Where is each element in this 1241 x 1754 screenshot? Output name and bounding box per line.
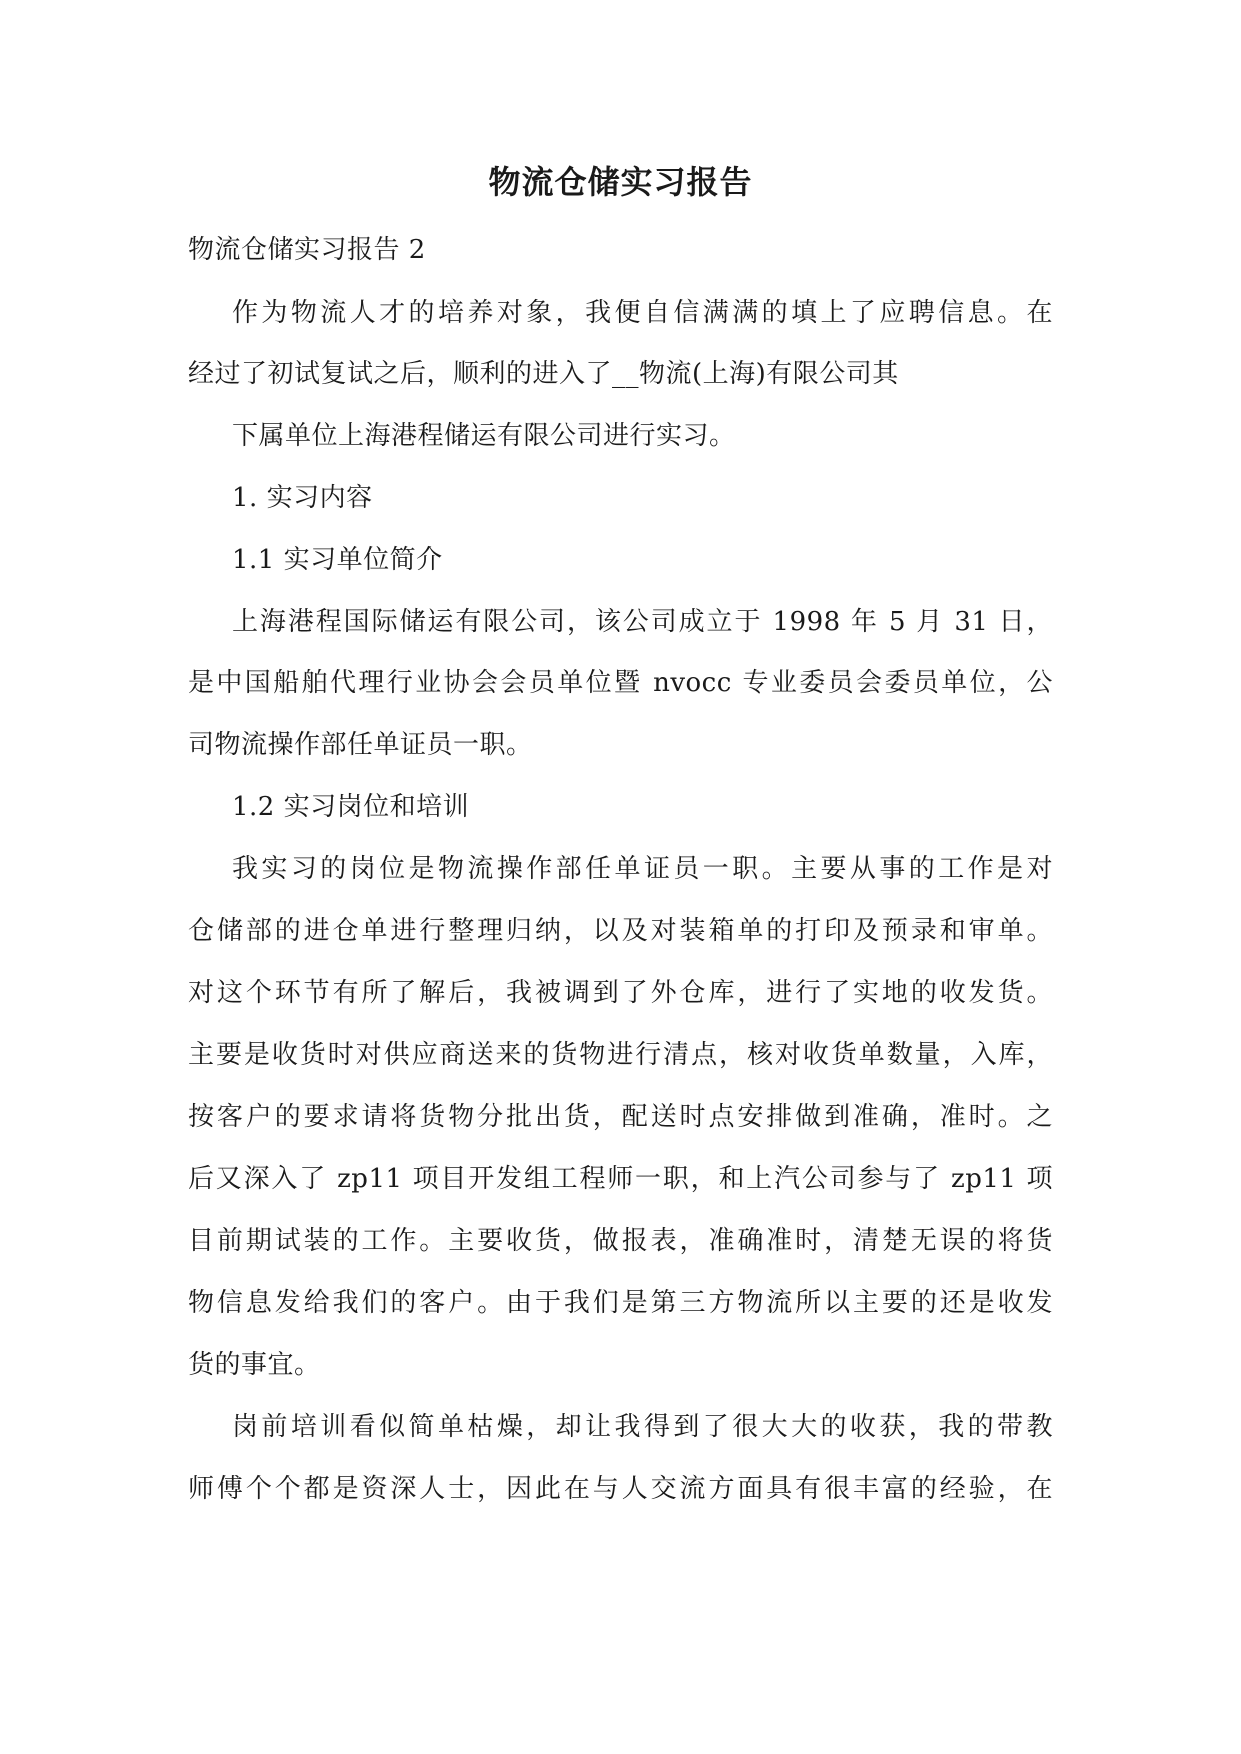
paragraph-line: 后又深入了 zp11 项目开发组工程师一职，和上汽公司参与了 zp11 项 xyxy=(188,1164,1053,1194)
paragraph-line: 上海港程国际储运有限公司，该公司成立于 1998 年 5 月 31 日， xyxy=(232,607,1053,637)
section-heading: 1.2 实习岗位和培训 xyxy=(232,792,470,822)
paragraph-line: 货的事宜。 xyxy=(188,1350,321,1380)
paragraph-line: 对这个环节有所了解后，我被调到了外仓库，进行了实地的收发货。 xyxy=(188,978,1053,1008)
paragraph-line: 经过了初试复试之后，顺利的进入了__物流(上海)有限公司其 xyxy=(188,359,899,389)
subtitle-line: 物流仓储实习报告 2 xyxy=(188,235,426,265)
paragraph-line: 目前期试装的工作。主要收货，做报表，准确准时，清楚无误的将货 xyxy=(188,1226,1053,1256)
paragraph-line: 物信息发给我们的客户。由于我们是第三方物流所以主要的还是收发 xyxy=(188,1288,1053,1318)
paragraph-line: 仓储部的进仓单进行整理归纳，以及对装箱单的打印及预录和审单。 xyxy=(188,916,1053,946)
paragraph-line: 我实习的岗位是物流操作部任单证员一职。主要从事的工作是对 xyxy=(232,854,1053,884)
paragraph-line: 师傅个个都是资深人士，因此在与人交流方面具有很丰富的经验，在 xyxy=(188,1474,1053,1504)
paragraph-line: 司物流操作部任单证员一职。 xyxy=(188,730,533,760)
section-heading: 1.1 实习单位简介 xyxy=(232,545,443,575)
paragraph-line: 主要是收货时对供应商送来的货物进行清点，核对收货单数量，入库， xyxy=(188,1040,1053,1070)
section-heading: 1. 实习内容 xyxy=(232,483,373,513)
document-title: 物流仓储实习报告 xyxy=(488,163,753,201)
paragraph-line: 岗前培训看似简单枯燥，却让我得到了很大大的收获，我的带教 xyxy=(232,1412,1053,1442)
paragraph-line: 是中国船舶代理行业协会会员单位暨 nvocc 专业委员会委员单位，公 xyxy=(188,668,1053,698)
paragraph-line: 按客户的要求请将货物分批出货，配送时点安排做到准确，准时。之 xyxy=(188,1102,1053,1132)
paragraph-line: 下属单位上海港程储运有限公司进行实习。 xyxy=(232,421,736,451)
paragraph-line: 作为物流人才的培养对象，我便自信满满的填上了应聘信息。在 xyxy=(232,298,1053,328)
